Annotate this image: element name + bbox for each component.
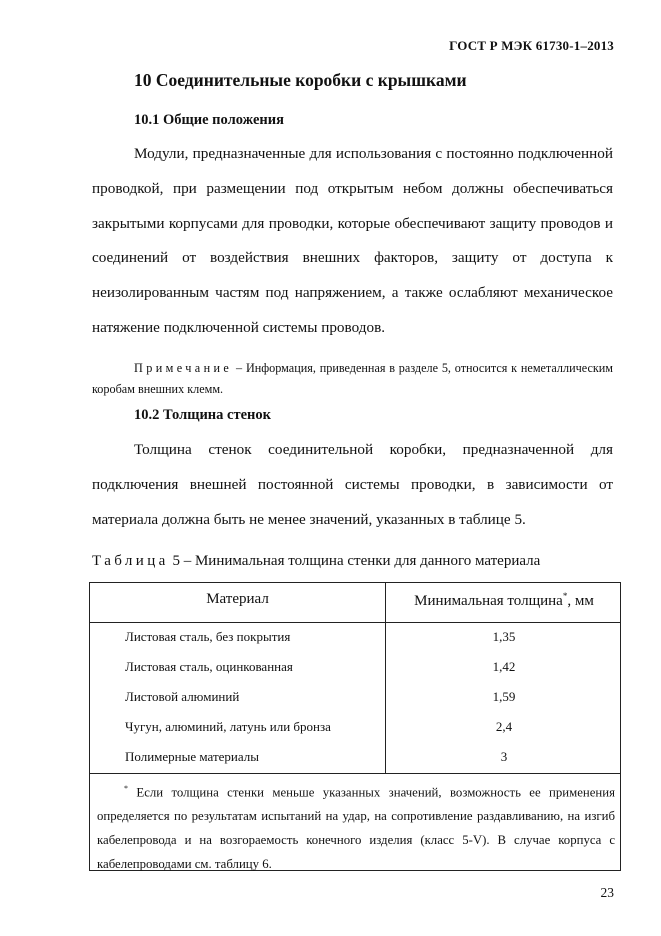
subsection-title-general: 10.1 Общие положения xyxy=(134,112,284,128)
subsection-title-wall-thickness: 10.2 Толщина стенок xyxy=(134,407,271,423)
table-caption-number: 5 xyxy=(172,553,180,569)
table-row xyxy=(90,653,620,683)
header-thickness-unit: , мм xyxy=(567,593,594,609)
page-number: 23 xyxy=(600,885,614,900)
cell-thickness: 1,42 xyxy=(492,659,516,674)
footnote-text: Если толщина стенки меньше указанных значений, возможность ее применения определяется по результатам испытаний на удар, на сопротивление раздавливанию, на изгиб кабелепровода и на возгораемость конечного изделия (класс 5-V). В случае корпуса с кабелепроводами см. таблицу 6. xyxy=(97,785,616,872)
header-thickness xyxy=(386,591,622,610)
cell-material: Листовая сталь, оцинкованная xyxy=(125,659,293,674)
wall-thickness-paragraph: Толщина стенок соединительной коробки, предназначенной для подключения внешней постоянной системы проводки, в зависимости от материала должна быть не менее значений, указанных в таблице 5. xyxy=(92,441,613,528)
material-thickness-table xyxy=(89,582,621,871)
table-caption xyxy=(92,553,540,570)
cell-material: Листовой алюминий xyxy=(125,689,240,704)
section-title: 10 Соединительные коробки с крышками xyxy=(134,70,467,90)
table-row xyxy=(90,623,620,653)
note-dash: – xyxy=(236,361,243,375)
header-thickness-label: Минимальная толщина xyxy=(414,593,563,609)
header-material: Материал xyxy=(206,591,269,607)
table-caption-text: Минимальная толщина стенки для данного материала xyxy=(194,553,541,569)
table-row xyxy=(90,683,620,713)
cell-thickness: 2,4 xyxy=(495,719,513,734)
standard-header: ГОСТ Р МЭК 61730-1–2013 xyxy=(449,38,614,53)
table-header-row xyxy=(90,583,620,623)
header-thickness-footnote-mark: * xyxy=(562,591,568,601)
cell-material: Листовая сталь, без покрытия xyxy=(125,629,291,644)
cell-material: Чугун, алюминий, латунь или бронза xyxy=(125,719,331,734)
table-row xyxy=(90,743,620,773)
cell-material: Полимерные материалы xyxy=(125,749,259,764)
table-row xyxy=(90,713,620,743)
footnote-mark: * xyxy=(124,784,128,793)
table-caption-dash: – xyxy=(183,553,192,569)
note-text: Информация, приведенная в разделе 5, относится к неметаллическим коробам внешних клемм. xyxy=(92,361,614,396)
table-caption-label: Таблица xyxy=(92,553,169,569)
note-paragraph xyxy=(92,358,613,400)
note-label: Примечание xyxy=(134,361,233,375)
cell-thickness: 3 xyxy=(500,749,508,764)
table-footnote xyxy=(97,777,615,876)
general-paragraph: Модули, предназначенные для использования с постоянно подключенной проводкой, при размещении под открытым небом должны обеспечиваться закрытыми корпусами для проводки, которые обеспечивают защиту проводов и соединений от воздействия внешних факторов, защиту от доступа к неизолированным частям под напряжением, а также ослабляют механическое натяжение подключенной системы проводов. xyxy=(92,145,613,336)
cell-thickness: 1,59 xyxy=(492,689,516,704)
table-footnote-row xyxy=(90,773,620,872)
cell-thickness: 1,35 xyxy=(492,629,516,644)
